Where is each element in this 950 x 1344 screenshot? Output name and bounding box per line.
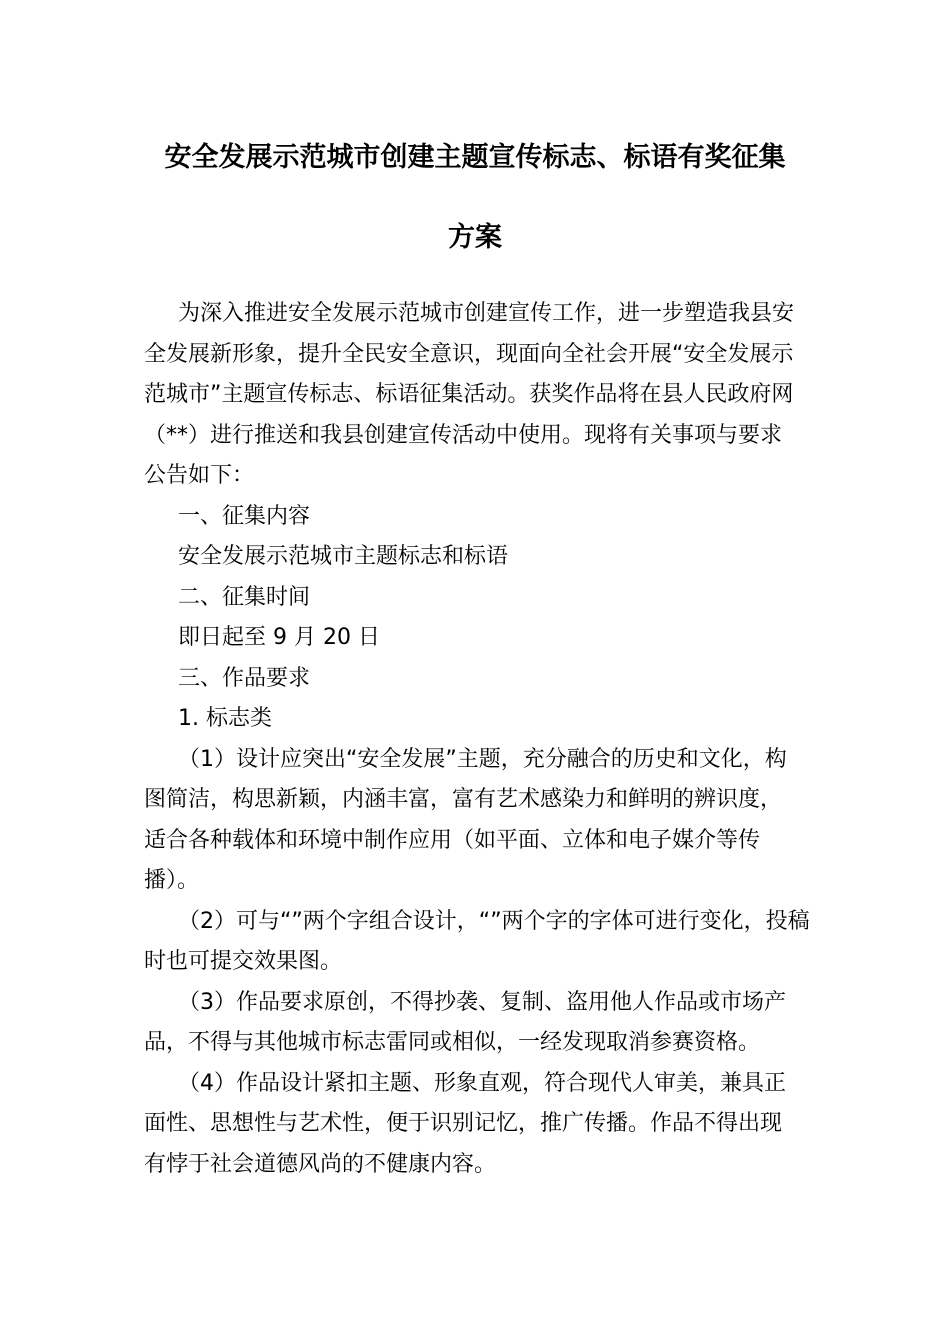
section1-body bbox=[144, 537, 806, 578]
intro-line: 范城市”主题宣传标志、标语征集活动。获奖作品将在县人民政府网 bbox=[144, 382, 794, 407]
section2-body bbox=[144, 618, 806, 659]
section3-heading bbox=[144, 659, 806, 700]
item1-paragraph bbox=[144, 740, 806, 902]
item2-line: 时也可提交效果图。 bbox=[144, 949, 343, 974]
item1-line: （1）设计应突出“安全发展”主题，充分融合的历史和文化，构 bbox=[178, 746, 787, 772]
item1-line: 播）。 bbox=[144, 868, 200, 893]
item4-paragraph bbox=[144, 1064, 806, 1186]
section2-body-text: 即日起至 9 月 20 日 bbox=[178, 625, 380, 650]
item4-line: （4）作品设计紧扣主题、形象直观，符合现代人审美，兼具正 bbox=[178, 1070, 786, 1096]
section2-heading-text: 二、征集时间 bbox=[178, 584, 311, 610]
section1-heading-text: 一、征集内容 bbox=[178, 503, 311, 529]
subsection1-heading-text: 1. 标志类 bbox=[178, 706, 272, 731]
intro-line: 全发展新形象，提升全民安全意识，现面向全社会开展“安全发展示 bbox=[144, 341, 794, 367]
intro-paragraph bbox=[144, 294, 806, 497]
document-body bbox=[144, 294, 810, 1185]
document-page bbox=[144, 118, 810, 1185]
item2-paragraph bbox=[144, 902, 810, 983]
intro-line: （**）进行推送和我县创建宣传活动中使用。现将有关事项与要求 bbox=[144, 422, 783, 448]
section2-heading bbox=[144, 578, 806, 619]
title-line-2: 方案 bbox=[448, 222, 502, 253]
item1-line: 适合各种载体和环境中制作应用（如平面、立体和电子媒介等传 bbox=[144, 827, 761, 853]
document-title bbox=[144, 118, 806, 278]
intro-line: 为深入推进安全发展示范城市创建宣传工作，进一步塑造我县安 bbox=[178, 301, 795, 326]
item3-line: 品，不得与其他城市标志雷同或相似，一经发现取消参赛资格。 bbox=[144, 1030, 761, 1055]
item4-line: 面性、思想性与艺术性，便于识别记忆，推广传播。作品不得出现 bbox=[144, 1111, 783, 1136]
section1-body-text: 安全发展示范城市主题标志和标语 bbox=[178, 544, 509, 569]
title-line-1: 安全发展示范城市创建主题宣传标志、标语有奖征集 bbox=[164, 142, 786, 173]
section3-heading-text: 三、作品要求 bbox=[178, 665, 311, 691]
intro-line: 公告如下： bbox=[144, 463, 255, 488]
item3-line: （3）作品要求原创，不得抄袭、复制、盗用他人作品或市场产 bbox=[178, 989, 786, 1015]
item1-line: 图简洁，构思新颖，内涵丰富，富有艺术感染力和鲜明的辨识度， bbox=[144, 787, 783, 812]
item2-line: （2）可与“”两个字组合设计，“”两个字的字体可进行变化，投稿 bbox=[178, 908, 810, 934]
item3-paragraph bbox=[144, 983, 806, 1064]
subsection1-heading bbox=[144, 699, 806, 740]
item4-line: 有悖于社会道德风尚的不健康内容。 bbox=[144, 1151, 497, 1177]
section1-heading bbox=[144, 497, 806, 538]
